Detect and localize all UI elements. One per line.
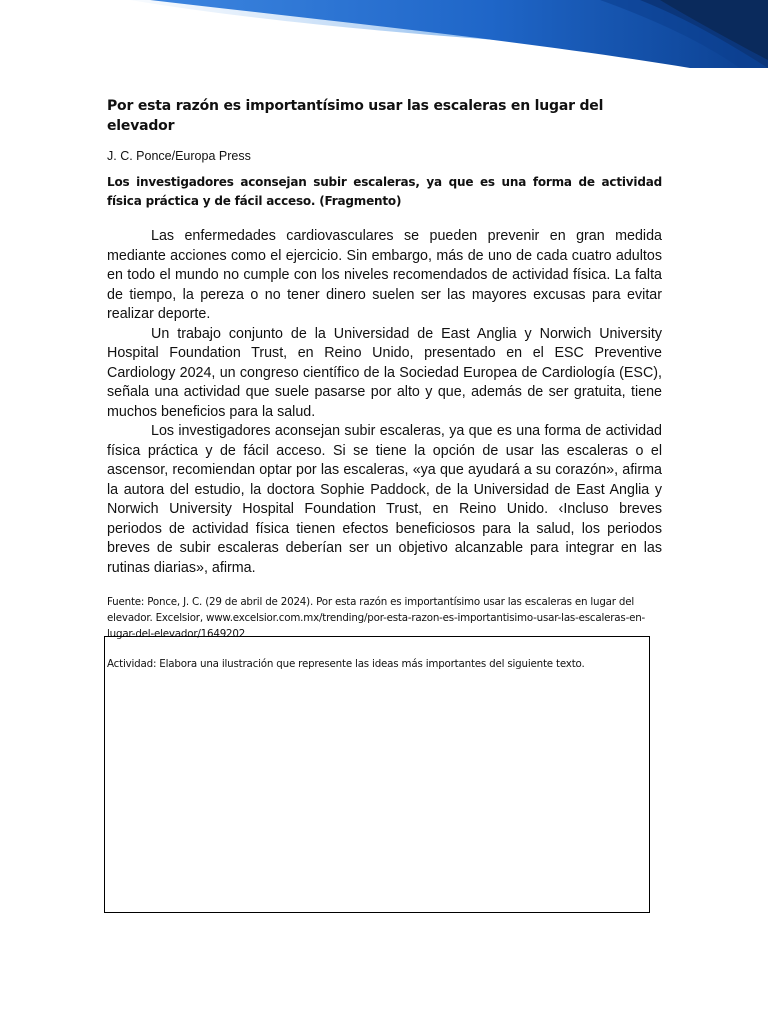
article-body: [107, 227, 662, 578]
article: [107, 96, 662, 672]
body-paragraph: Las enfermedades cardiovasculares se pueden prevenir en gran medida mediante acciones como el ejercicio. Sin embargo, más de uno de cada cuatro adultos en todo el mundo no cumple con los niveles recomendados de actividad física. La falta de tiempo, la pereza o no tener dinero suelen ser las mayores excusas para evitar realizar deporte.: [107, 228, 662, 322]
body-paragraph: Los investigadores aconsejan subir escaleras, ya que es una forma de actividad física práctica y de fácil acceso. Si se tiene la opción de usar las escaleras o el ascensor, recomiendan optar por las escaleras, «ya que ayudará a su corazón», afirma la autora del estudio, la doctora Sophie Paddock, de la Universidad de East Anglia y Norwich University Hospital Foundation Trust, en Reino Unido. ‹Incluso breves periodos de actividad física tienen efectos beneficiosos para la salud, los periodos breves de subir escaleras deberían ser un objetivo alcanzable para integrar en las rutinas diarias», afirma.: [107, 423, 662, 576]
activity-instruction: Actividad: Elabora una ilustración que represente las ideas más importantes del siguiente texto.: [107, 658, 585, 670]
illustration-drawing-area[interactable]: [104, 636, 650, 913]
source-citation: Fuente: Ponce, J. C. (29 de abril de 2024). Por esta razón es importantísimo usar las escaleras en lugar del elevador. Excelsior, www.excelsior.com.mx/trending/por-esta-razon-es-importantisimo-usar-las-escaleras-en-lugar-del-elevador/1649202: [107, 596, 646, 640]
body-paragraph: Un trabajo conjunto de la Universidad de East Anglia y Norwich University Hospital Foundation Trust, en Reino Unido, presentado en el ESC Preventive Cardiology 2024, un congreso científico de la Sociedad Europea de Cardiología (ESC), señala una actividad que suele pasarse por alto y que, además de ser gratuita, tiene muchos beneficios para la salud.: [107, 325, 662, 420]
article-lead: Los investigadores aconsejan subir escaleras, ya que es una forma de actividad física práctica y de fácil acceso. (Fragmento): [107, 175, 662, 208]
header-wave-banner: [0, 0, 768, 68]
article-title: Por esta razón es importantísimo usar las escaleras en lugar del elevador: [107, 98, 604, 134]
article-byline: J. C. Ponce/Europa Press: [107, 149, 251, 163]
